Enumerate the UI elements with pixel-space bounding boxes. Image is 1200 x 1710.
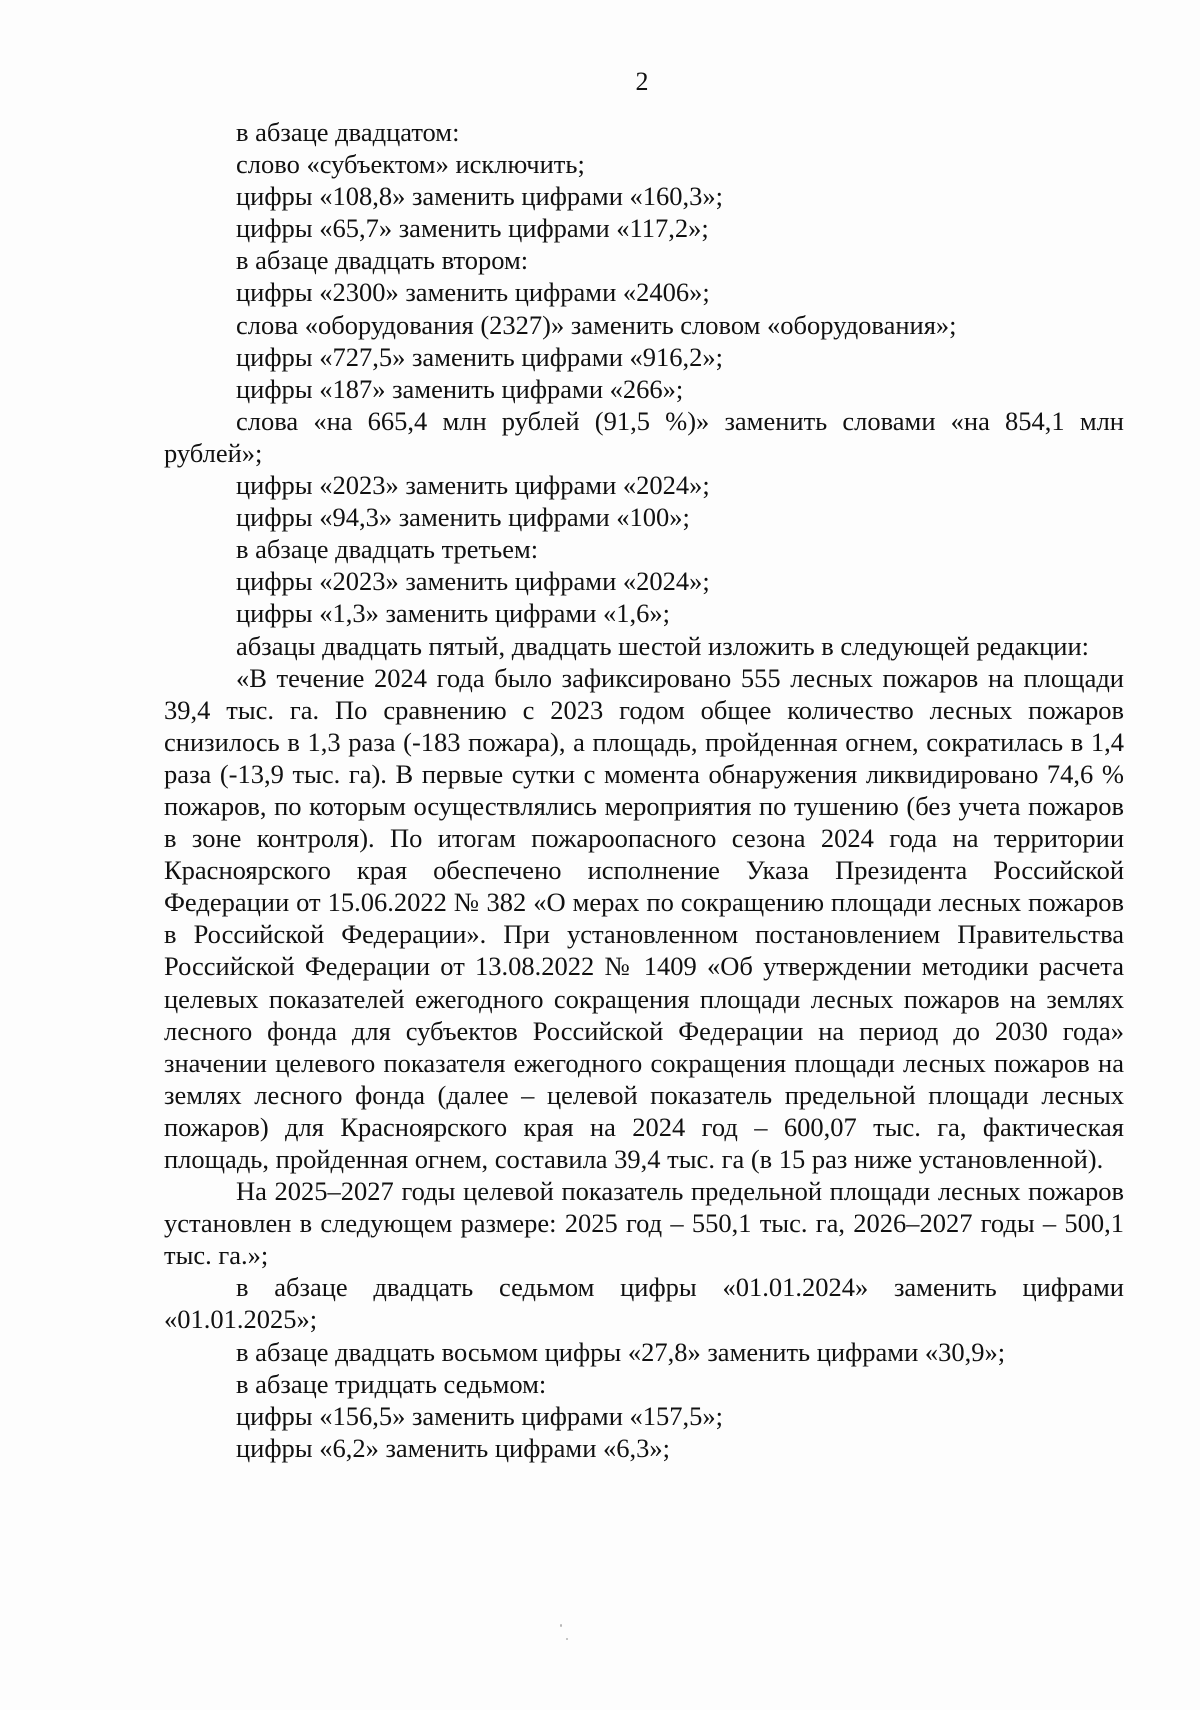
- amendment-line: цифры «94,3» заменить цифрами «100»;: [236, 502, 690, 533]
- amendment-line: слова «оборудования (2327)» заменить словом «оборудования»;: [236, 309, 957, 340]
- amendment-line: в абзаце двадцать втором:: [236, 245, 529, 276]
- document-body: [164, 116, 1124, 1464]
- amendment-line: слово «субъектом» исключить;: [236, 149, 585, 180]
- amendment-paragraph: слова «на 665,4 млн рублей (91,5 %)» заменить словами «на 854,1 млн рублей»;: [164, 405, 1124, 468]
- amendment-line: цифры «156,5» заменить цифрами «157,5»;: [236, 1400, 723, 1431]
- amendment-line: в абзаце двадцать восьмом цифры «27,8» заменить цифрами «30,9»;: [236, 1336, 1006, 1367]
- amendment-line: цифры «187» заменить цифрами «266»;: [236, 373, 684, 404]
- amendment-paragraph: в абзаце двадцать седьмом цифры «01.01.2024» заменить цифрами «01.01.2025»;: [164, 1272, 1124, 1335]
- amendment-line: в абзаце тридцать седьмом:: [236, 1368, 547, 1399]
- scan-speck: [566, 1638, 568, 1640]
- scan-speck: [560, 1624, 562, 1627]
- quoted-paragraph-fires: «В течение 2024 года было зафиксировано 555 лесных пожаров на площади 39,4 тыс. га. По сравнению с 2023 годом общее количество лесных пожаров снизилось в 1,3 раза (-183 пожара), а площадь, пройденная огнем, сократилась в 1,4 раза (-13,9 тыс. га). В первые сутки с момента обнаружения ликвидировано 74,6 % пожаров, по которым осуществлялись мероприятия по тушению (без учета пожаров в зоне контроля). По итогам пожароопасного сезона 2024 года на территории Красноярского края обеспечено исполнение Указа Президента Российской Федерации от 15.06.2022 № 382 «О мерах по сокращению площади лесных пожаров в Российской Федерации». При установленном постановлением Правительства Российской Федерации от 13.08.2022 № 1409 «Об утверждении методики расчета целевых показателей ежегодного сокращения площади лесных пожаров на землях лесного фонда для субъектов Российской Федерации на период до 2030 года» значении целевого показателя ежегодного сокращения площади лесных пожаров на землях лесного фонда (далее – целевой показатель предельной площади лесных пожаров) для Красноярского края на 2024 год – 600,07 тыс. га, фактическая площадь, пройденная огнем, составила 39,4 тыс. га (в 15 раз ниже установленной).: [164, 662, 1124, 1174]
- amendment-line: цифры «727,5» заменить цифрами «916,2»;: [236, 341, 723, 372]
- amendment-line: цифры «1,3» заменить цифрами «1,6»;: [236, 598, 670, 629]
- amendment-line: цифры «2023» заменить цифрами «2024»;: [236, 470, 710, 501]
- amendment-paragraph: абзацы двадцать пятый, двадцать шестой изложить в следующей редакции:: [236, 630, 1090, 661]
- amendment-line: цифры «2300» заменить цифрами «2406»;: [236, 277, 710, 308]
- quoted-paragraph-target: На 2025–2027 годы целевой показатель предельной площади лесных пожаров установлен в следующем размере: 2025 год – 550,1 тыс. га, 2026–2027 годы – 500,1 тыс. га.»;: [164, 1176, 1124, 1271]
- amendment-line: цифры «2023» заменить цифрами «2024»;: [236, 566, 710, 597]
- amendment-line: в абзаце двадцатом:: [236, 117, 460, 147]
- amendment-line: в абзаце двадцать третьем:: [236, 534, 539, 565]
- amendment-line: цифры «108,8» заменить цифрами «160,3»;: [236, 181, 723, 212]
- amendment-line: цифры «6,2» заменить цифрами «6,3»;: [236, 1432, 670, 1463]
- page-number: 2: [635, 67, 649, 96]
- amendment-line: цифры «65,7» заменить цифрами «117,2»;: [236, 213, 709, 244]
